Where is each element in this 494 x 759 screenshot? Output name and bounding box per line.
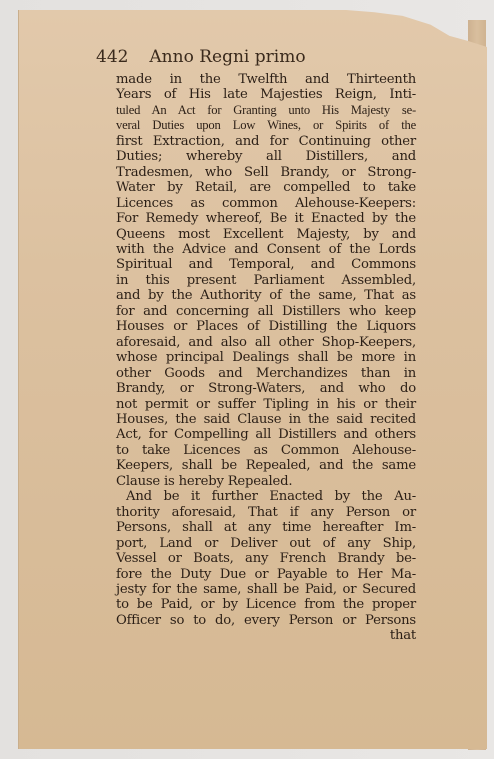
text-line: tuled An Act for Granting unto His Majesty se-	[116, 102, 416, 117]
text-line: For Remedy whereof, Be it Enacted by the	[116, 211, 416, 227]
running-title: Anno Regni primo	[149, 47, 306, 67]
text-line: Queens most Excellent Majesty, by and	[116, 226, 416, 242]
text-line: aforesaid, and also all other Shop-Keepers,	[116, 334, 416, 350]
text-line: Spiritual and Temporal, and Commons	[116, 257, 416, 273]
text-line: Persons, shall at any time hereafter Im-	[116, 520, 416, 536]
text-line: and by the Authority of the same, That as	[116, 288, 416, 304]
text-line: to take Licences as Common Alehouse-	[116, 442, 416, 458]
text-line: Years of His late Majesties Reign, Inti-	[116, 87, 416, 103]
text-line: fore the Duty Due or Payable to Her Ma-	[116, 566, 416, 582]
text-line: Brandy, or Strong-Waters, and who do	[116, 381, 416, 397]
text-line: Duties; whereby all Distillers, and	[116, 149, 416, 165]
catchword: that	[389, 628, 416, 644]
text-line: not permit or suffer Tipling in his or their	[116, 396, 416, 412]
text-line: veral Duties upon Low Wines, or Spirits of the	[116, 118, 416, 133]
text-line: Officer so to do, every Person or Persons	[116, 612, 416, 628]
text-line: Houses or Places of Distilling the Liquors	[116, 319, 416, 335]
text-line: Houses, the said Clause in the said recited	[116, 411, 416, 427]
text-line: Water by Retail, are compelled to take	[116, 180, 416, 196]
page-header	[96, 47, 426, 67]
text-line: Vessel or Boats, any French Brandy be-	[116, 551, 416, 567]
text-line: Act, for Compelling all Distillers and others	[116, 427, 416, 443]
text-line: And be it further Enacted by the Au-	[126, 489, 416, 505]
text-line: thority aforesaid, That if any Person or	[116, 504, 416, 520]
text-line: Keepers, shall be Repealed, and the same	[116, 458, 416, 474]
text-line: whose principal Dealings shall be more in	[116, 350, 416, 366]
text-line: other Goods and Merchandizes than in	[116, 365, 416, 381]
text-line: first Extraction, and for Continuing other	[116, 133, 416, 149]
text-line: made in the Twelfth and Thirteenth	[116, 72, 416, 87]
text-line: Tradesmen, who Sell Brandy, or Strong-	[116, 164, 416, 180]
text-line: Clause is hereby Repealed.	[116, 473, 293, 489]
text-line: for and concerning all Distillers who keep	[116, 303, 416, 319]
page-number: 442	[96, 47, 129, 67]
body-text	[116, 72, 416, 644]
text-line: to be Paid, or by Licence from the proper	[116, 597, 416, 613]
text-line: in this present Parliament Assembled,	[116, 272, 416, 288]
text-line: with the Advice and Consent of the Lords	[116, 241, 416, 257]
text-line: Licences as common Alehouse-Keepers:	[116, 195, 416, 211]
text-line: jesty for the same, shall be Paid, or Secured	[116, 581, 416, 597]
text-line: port, Land or Deliver out of any Ship,	[116, 535, 416, 551]
